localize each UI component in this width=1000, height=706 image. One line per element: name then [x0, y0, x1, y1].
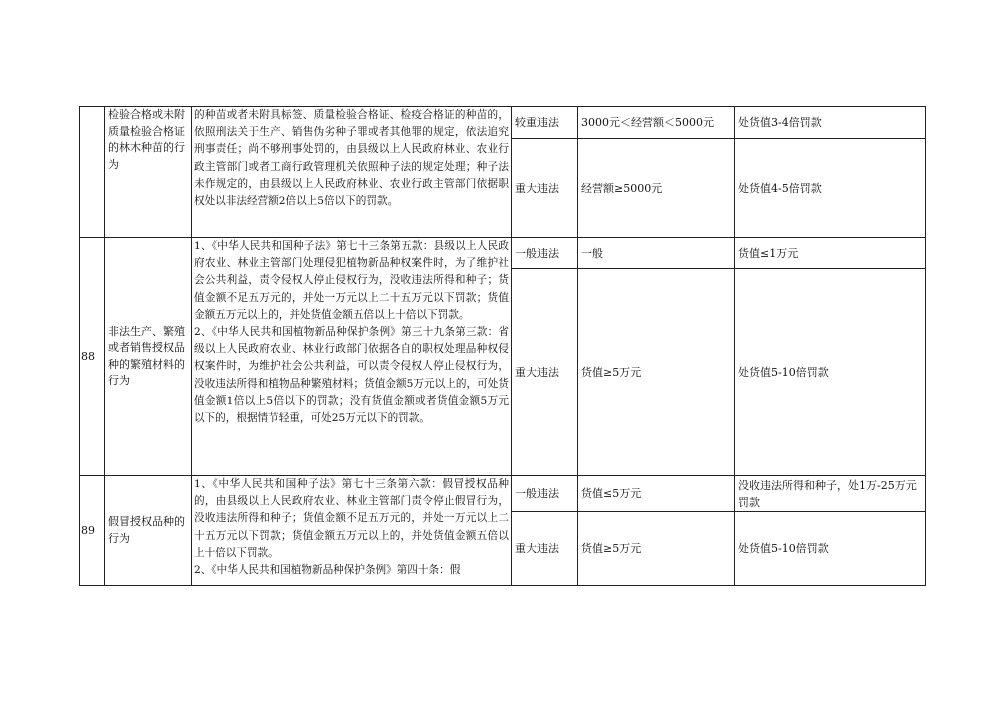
penalty-standard: 货值≤1万元: [735, 238, 926, 269]
violation-level: 重大违法: [512, 512, 578, 586]
penalty-standard: 没收违法所得和种子，处1万-25万元罚款: [735, 476, 926, 512]
legal-basis-clause: 2、《中华人民共和国植物新品种保护条例》第三十九条第三款：省级以上人民政府农业、林业行政部门依据各自的职权处理品种权侵权案件时，为维护社会公共利益，可以责令侵权人停止侵权行为，没收违法所得和植物品种繁殖材料；货值金额5万元以上的，可处货值金额1倍以上5倍以下的罚款；没有货值金额或者货值金额5万元以下的，根据情节轻重，可处25万元以下的罚款。: [194, 326, 509, 425]
table-row: [80, 238, 926, 269]
penalty-standard: 处货值5-10倍罚款: [735, 512, 926, 586]
violation-level: 重大违法: [512, 139, 578, 238]
row-number: [80, 107, 105, 238]
violation-condition: 一般: [578, 238, 735, 269]
violation-level: 一般违法: [512, 476, 578, 512]
violation-condition: 3000元＜经营额＜5000元: [578, 107, 735, 139]
legal-basis-text: [192, 238, 512, 476]
legal-basis-clause: 1、《中华人民共和国种子法》第七十三条第六款：假冒授权品种的，由县级以上人民政府农业、林业主管部门责令停止假冒行为，没收违法所得和种子；货值金额不足五万元的，并处一万元以上二十五万元以下罚款；货值金额五万元以上的，并处货值金额五倍以上十倍以下罚款。: [194, 478, 509, 559]
violation-condition: 货值≥5万元: [578, 269, 735, 476]
legal-basis-text: [192, 476, 512, 586]
table-row: [80, 107, 926, 139]
legal-basis-clause: 1、《中华人民共和国种子法》第七十三条第五款：县级以上人民政府农业、林业主管部门处理侵犯植物新品种权案件时，为了维护社会公共利益，责令侵权人停止侵权行为，没收违法所得和种子；货值金额不足五万元的，并处一万元以上二十五万元以下罚款；货值金额五万元以上的，并处货值金额五倍以上十倍以下罚款。: [194, 240, 509, 321]
legal-basis-clause: 2、《中华人民共和国植物新品种保护条例》第四十条：假: [194, 564, 461, 577]
legal-basis-text: 的种苗或者未附具标签、质量检验合格证、检疫合格证的种苗的，依照刑法关于生产、销售伪劣种子罪或者其他罪的规定，依法追究刑事责任；尚不够刑事处罚的，由县级以上人民政府林业、农业行政主管部门或者工商行政管理机关依照种子法的规定处理；种子法未作规定的，由县级以上人民政府林业、农业行政主管部门依据职权处以非法经营额2倍以上5倍以下的罚款。: [192, 107, 512, 238]
penalty-standard: 处货值3-4倍罚款: [735, 107, 926, 139]
violation-condition: 货值≥5万元: [578, 512, 735, 586]
violation-behavior: 检验合格或未附质量检验合格证的林木种苗的行为: [105, 107, 192, 238]
violation-level: 重大违法: [512, 269, 578, 476]
table-row: [80, 476, 926, 512]
penalty-standard: 处货值5-10倍罚款: [735, 269, 926, 476]
row-number: 88: [80, 238, 105, 476]
violation-level: 较重违法: [512, 107, 578, 139]
violation-condition: 经营额≥5000元: [578, 139, 735, 238]
penalty-standard-table: [79, 106, 926, 586]
violation-behavior: 假冒授权品种的行为: [105, 476, 192, 586]
violation-level: 一般违法: [512, 238, 578, 269]
penalty-standard: 处货值4-5倍罚款: [735, 139, 926, 238]
violation-condition: 货值≤5万元: [578, 476, 735, 512]
violation-behavior: 非法生产、繁殖或者销售授权品种的繁殖材料的行为: [105, 238, 192, 476]
row-number: 89: [80, 476, 105, 586]
